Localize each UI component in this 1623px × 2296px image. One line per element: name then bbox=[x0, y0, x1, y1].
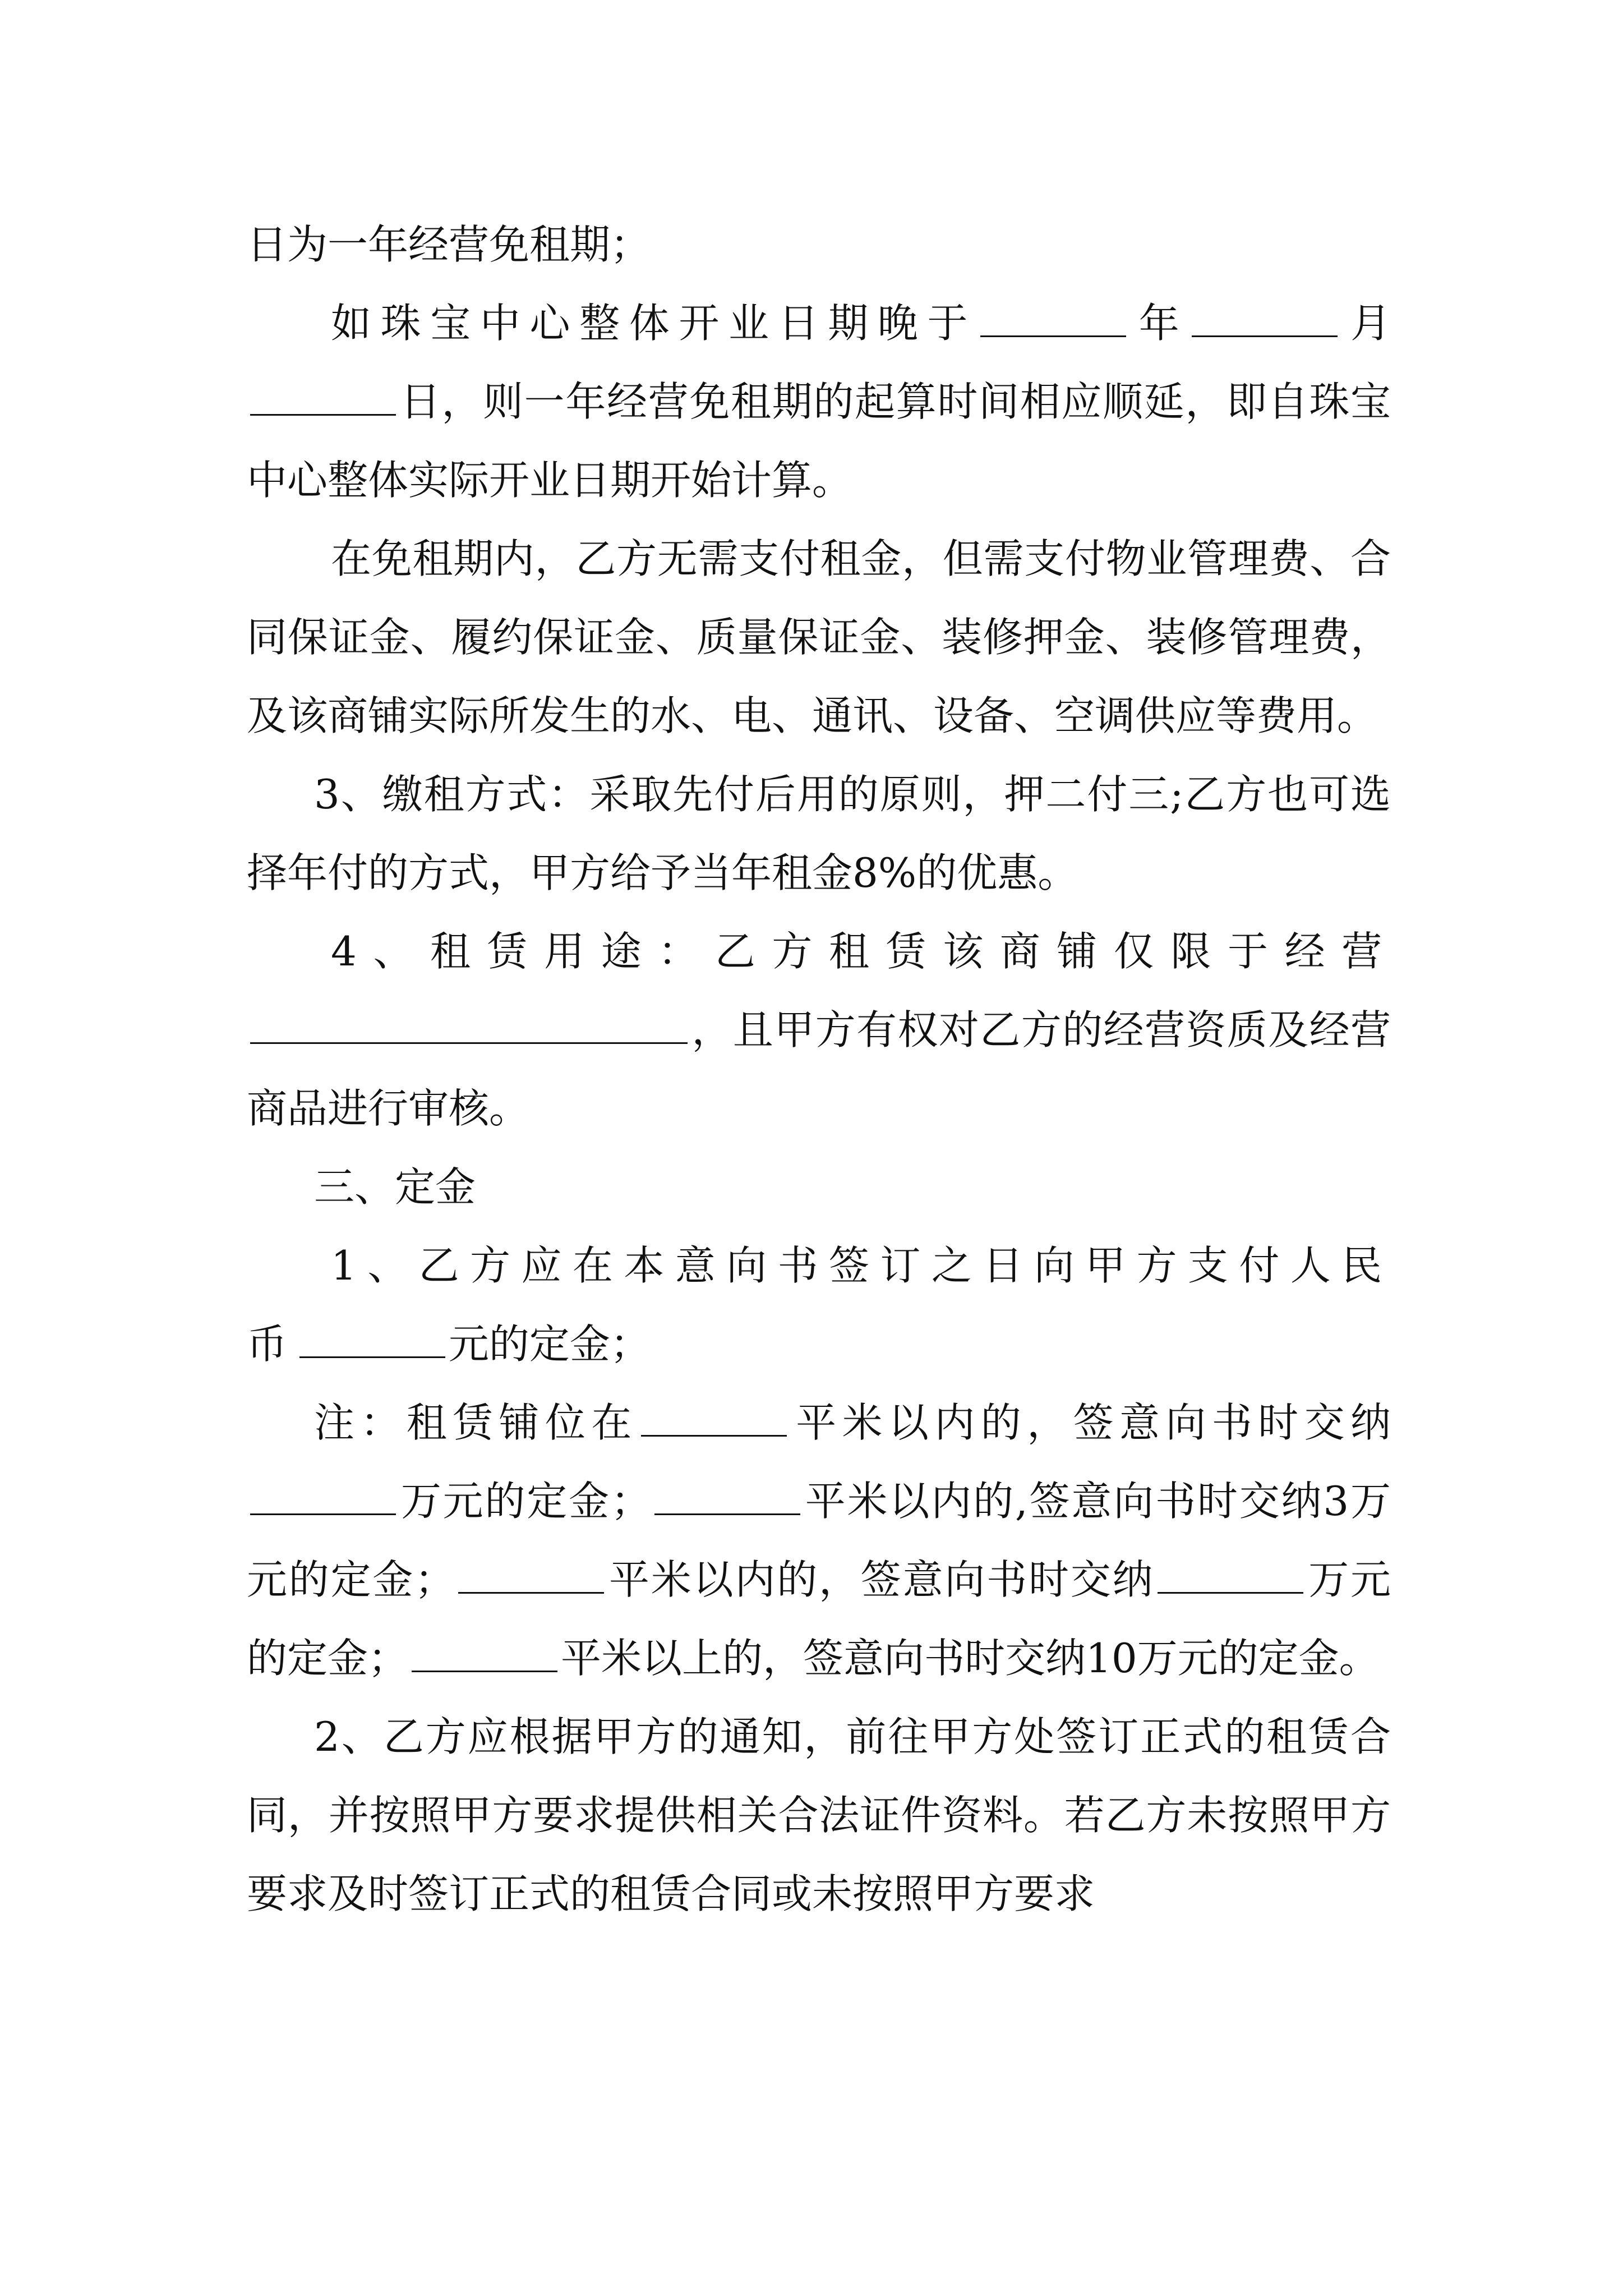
text-segment: 平米以内的，签意向书时交纳 bbox=[790, 1399, 1391, 1446]
text-segment: 日，则一年经营免租期的起算时间相应顺延，即自珠宝中心整体实际开业日期开始计算。 bbox=[247, 378, 1391, 504]
blank-day[interactable] bbox=[250, 378, 396, 416]
blank-amount-1[interactable] bbox=[250, 1477, 396, 1515]
paragraph-sign-formal-contract: 2、乙方应根据甲方的通知，前往甲方处签订正式的租赁合同，并按照甲方要求提供相关合法证件资料。若乙方未按照甲方要求及时签订正式的租赁合同或未按照甲方要求 bbox=[247, 1713, 1391, 1917]
section-heading-deposit: 三、定金 bbox=[314, 1163, 476, 1211]
paragraph-lease-purpose bbox=[247, 912, 1391, 1148]
text-segment: 月 bbox=[1341, 300, 1391, 347]
text-segment: ，且甲方有权对乙方的经营资质及经营商品进行审核。 bbox=[247, 1006, 1391, 1132]
paragraph-deposit-note bbox=[247, 1383, 1391, 1697]
paragraph-opening-date bbox=[247, 284, 1391, 519]
blank-area-3[interactable] bbox=[458, 1556, 604, 1594]
text-segment: 4、租赁用途：乙方租赁该商铺仅限于经营 bbox=[331, 928, 1391, 975]
text-segment: 万元的定金； bbox=[247, 1556, 1391, 1682]
paragraph-fees-during-free-period: 在免租期内，乙方无需支付租金，但需支付物业管理费、合同保证金、履约保证金、质量保证金、装修押金、装修管理费，及该商铺实际所发生的水、电、通讯、设备、空调供应等费用。 bbox=[247, 535, 1391, 739]
paragraph-rent-free-period: 日为一年经营免租期； bbox=[247, 221, 651, 268]
text-segment: 平米以内的，签意向书时交纳 bbox=[607, 1556, 1155, 1603]
paragraph-payment-method: 3、缴租方式：采取先付后用的原则，押二付三;乙方也可选择年付的方式，甲方给予当年租金8%的优惠。 bbox=[247, 771, 1391, 896]
blank-area-2[interactable] bbox=[654, 1477, 800, 1515]
blank-business-scope[interactable] bbox=[250, 1006, 688, 1044]
text-segment: 平米以内的,签意向书时交纳3万元的定金； bbox=[247, 1478, 1391, 1603]
text-segment: 元的定金； bbox=[448, 1320, 651, 1368]
text-segment: 注：租赁铺位在 bbox=[314, 1399, 638, 1446]
document-page bbox=[247, 205, 1391, 1933]
text-segment: 年 bbox=[1129, 300, 1189, 347]
blank-year[interactable] bbox=[980, 299, 1126, 337]
blank-area-1[interactable] bbox=[641, 1398, 787, 1437]
blank-area-4[interactable] bbox=[412, 1634, 557, 1672]
blank-deposit-amount[interactable] bbox=[299, 1320, 445, 1358]
paragraph-deposit-payment bbox=[247, 1226, 1391, 1383]
blank-amount-3[interactable] bbox=[1158, 1556, 1303, 1594]
text-segment: 1、乙方应在本意向书签订之日向甲方支付人民币 bbox=[247, 1242, 1391, 1368]
text-segment: 如珠宝中心整体开业日期晚于 bbox=[331, 300, 978, 347]
text-segment: 万元的定金； bbox=[399, 1478, 651, 1525]
blank-month[interactable] bbox=[1192, 299, 1338, 337]
text-segment: 平米以上的，签意向书时交纳10万元的定金。 bbox=[561, 1635, 1380, 1682]
